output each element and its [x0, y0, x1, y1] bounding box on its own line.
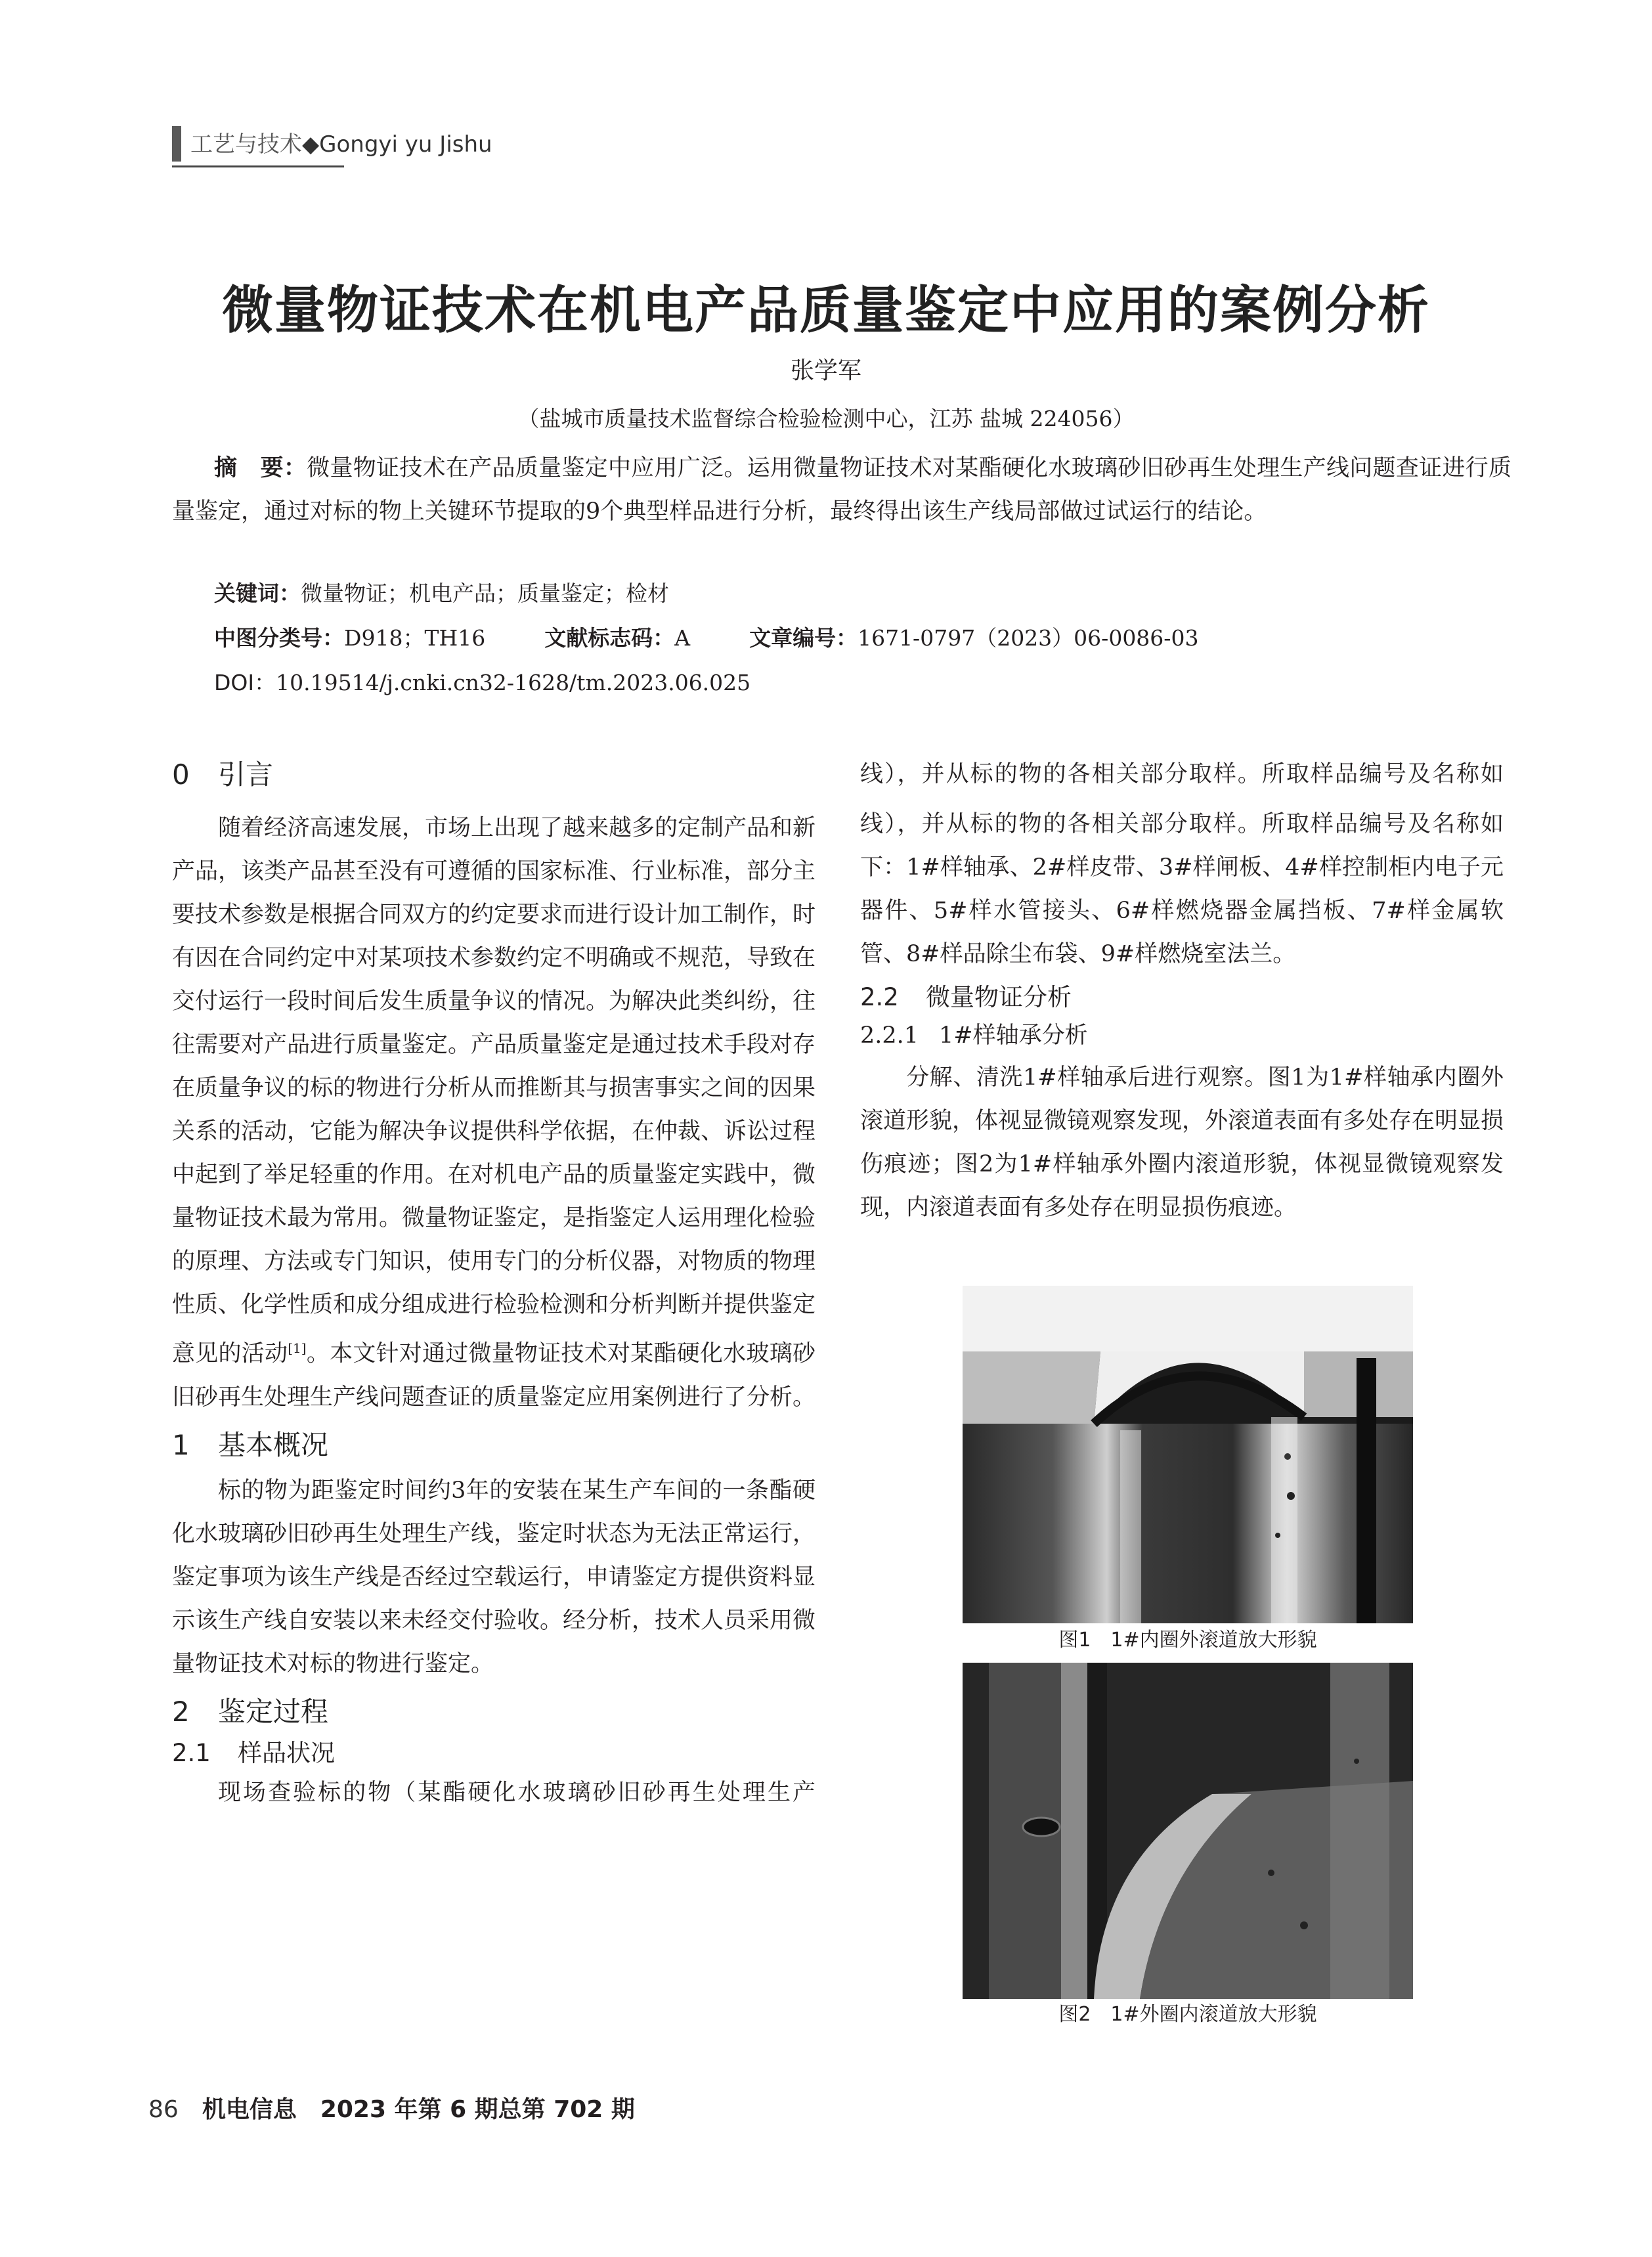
doi-link[interactable]: 10.19514/j.cnki.cn32-1628/tm.2023.06.025	[276, 670, 751, 695]
affiliation: （盐城市质量技术监督综合检验检测中心，江苏 盐城 224056）	[517, 406, 1135, 431]
left-column	[172, 755, 815, 1814]
intro-paragraph: 随着经济高速发展，市场上出现了越来越多的定制产品和新产品，该类产品甚至没有可遵循的国家标准、行业标准，部分主要技术参数是根据合同双方的约定要求而进行设计加工制作，时有因在合同约定中对某项技术参数约定不明确或不规范，导致在交付运行一段时间后发生质量争议的情况。为解决此类纠纷，往往需要对产品进行质量鉴定。产品质量鉴定是通过技术手段对存在质量争议的标的物进行分析从而推断其与损害事实之间的因果关系的活动，它能为解决争议提供科学依据，在仲裁、诉讼过程中起到了举足轻重的作用。在对机电产品的质量鉴定实践中，微量物证技术最为常用。微量物证鉴定，是指鉴定人运用理化检验的原理、方法或专门知识，使用专门的分析仪器，对物质的物理性质、化学性质和成分组成进行检验检测和分析判断并提供鉴定意见的活动[1]。本文针对通过微量物证技术对某酯硬化水玻璃砂旧砂再生处理生产线问题查证的质量鉴定应用案例进行了分析。	[172, 815, 816, 1411]
section-heading-2: 2 鉴定过程	[172, 1695, 329, 1728]
figure-1-image	[963, 1286, 1413, 1623]
subsection-heading-2-2: 2.2 微量物证分析	[860, 983, 1072, 1011]
page-footer	[148, 2093, 635, 2126]
abstract-text: 微量物证技术在产品质量鉴定中应用广泛。运用微量物证技术对某酯硬化水玻璃砂旧砂再生处理生产线问题查证进行质量鉴定，通过对标的物上关键环节提取的9个典型样品进行分析，最终得出该生产线局部做过试运行的结论。	[172, 455, 1511, 525]
sample-paragraph-start: 现场查验标的物（某酯硬化水玻璃砂旧砂再生处理生产	[218, 1779, 815, 1806]
figure-2-image	[963, 1663, 1413, 1999]
figure-2-caption: 图2 1#外圈内滚道放大形貌	[1058, 2003, 1317, 2026]
bearing-paragraph: 分解、清洗1#样轴承后进行观察。图1为1#样轴承内圈外滚道形貌，体视显微镜观察发现，外滚道表面有多处存在明显损伤痕迹；图2为1#样轴承外圈内滚道形貌，体视显微镜观察发现，内滚道表面有多处存在明显损伤痕迹。	[860, 1064, 1504, 1221]
article-title: 微量物证技术在机电产品质量鉴定中应用的案例分析	[221, 281, 1430, 340]
column-pinyin: Gongyi yu Jishu	[319, 131, 492, 158]
doc-code-label: 文献标志码：	[544, 625, 675, 651]
section-heading-1: 1 基本概况	[172, 1428, 329, 1461]
doc-code-value: A	[674, 625, 691, 651]
column-name: 工艺与技术	[190, 131, 302, 158]
sample-list: 线），并从标的物的各相关部分取样。所取样品编号及名称如下：1#样轴承、2#样皮带、3#样闸板、4#样控制柜内电子元器件、5#样水管接头、6#样燃烧器金属挡板、7#样金属软管、8#样品除尘布袋、9#样燃烧室法兰。	[860, 811, 1504, 967]
article-no-value: 1671-0797（2023）06-0086-03	[858, 625, 1199, 651]
article-no-label: 文章编号：	[749, 625, 858, 651]
page-number: 86	[148, 2096, 179, 2123]
figure-1-caption: 图1 1#内圈外滚道放大形貌	[1058, 1629, 1317, 1652]
abstract	[172, 447, 1511, 533]
subsection-heading-2-2-1: 2.2.1 1#样轴承分析	[860, 1022, 1088, 1049]
header-underline	[172, 165, 344, 167]
abstract-label: 摘 要：	[214, 455, 307, 481]
overview-paragraph: 标的物为距鉴定时间约3年的安装在某生产车间的一条酯硬化水玻璃砂旧砂再生处理生产线，鉴定时状态为无法正常运行，鉴定事项为该生产线是否经过空载运行，申请鉴定方提供资料显示该生产线自安装以来未经交付验收。经分析，技术人员采用微量物证技术对标的物进行鉴定。	[172, 1477, 816, 1677]
classification-line	[214, 623, 1198, 654]
doi-line	[214, 667, 750, 699]
doi-label: DOI：	[214, 670, 276, 695]
author: 张学军	[790, 357, 861, 384]
diamond-icon: ◆	[302, 131, 320, 158]
right-column	[860, 802, 1504, 1229]
subsection-heading-2-1: 2.1 样品状况	[172, 1738, 335, 1767]
keywords-label: 关键词：	[214, 581, 301, 606]
clc-value: D918；TH16	[344, 625, 486, 651]
section-heading-0: 0 引言	[172, 758, 274, 791]
right-column-continuation: 线），并从标的物的各相关部分取样。所取样品编号及名称如	[860, 761, 1504, 787]
citation-ref[interactable]: [1]	[288, 1340, 307, 1356]
clc-label: 中图分类号：	[214, 625, 344, 651]
keywords-text: 微量物证；机电产品；质量鉴定；检材	[301, 581, 669, 606]
column-header	[190, 129, 492, 160]
header-accent-bar	[172, 126, 181, 162]
keywords	[214, 578, 669, 609]
journal-info: 机电信息 2023 年第 6 期总第 702 期	[202, 2096, 635, 2123]
